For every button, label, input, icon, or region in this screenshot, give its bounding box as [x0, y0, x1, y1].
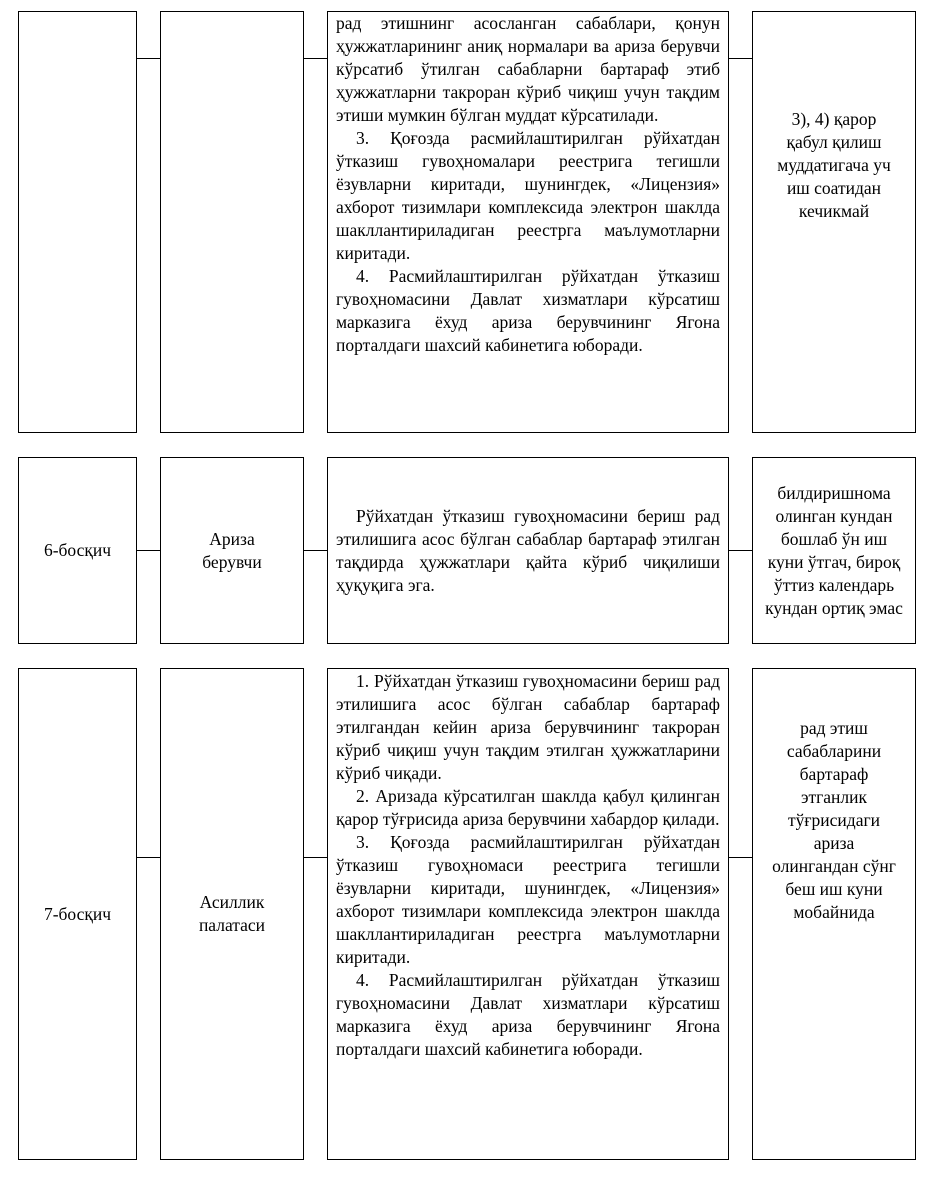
deadline-cell [752, 668, 916, 1160]
action-description-cell [327, 457, 729, 644]
connector-line [137, 58, 160, 59]
action-paragraph: 3. Қоғозда расмийлаштирилган рўйхатдан ўтказиш гувоҳномалари реестрига тегишли ёзувларни киритади, шунингдек, «Лицензия» ахборот тизимлари комплексида электрон шаклда шакллантириладиган реестрга маълумотларни киритади. [336, 128, 720, 263]
action-paragraph: 4. Расмийлаштирилган рўйхатдан ўтказиш гувоҳномасини Давлат хизматлари кўрсатиш марказига ёхуд ариза берувчининг Ягона порталдаги шахсий кабинетига юборади. [336, 266, 720, 355]
connector-line [137, 550, 160, 551]
step-cell [18, 668, 137, 1160]
step-cell [18, 457, 137, 644]
connector-line [729, 857, 752, 858]
deadline-cell [752, 11, 916, 433]
connector-line [729, 58, 752, 59]
actor-label: Асиллик палатаси [198, 892, 266, 935]
actor-cell [160, 668, 304, 1160]
step-cell [18, 11, 137, 433]
actor-cell [160, 457, 304, 644]
connector-line [304, 857, 327, 858]
action-paragraph: рад этишнинг асосланган сабаблари, қонун ҳужжатларининг аниқ нормалари ва ариза берувчи кўрсатиб ўтилган сабабларни бартараф этиб ҳужжатларни такроран кўриб чиқиш учун тақдим этиши мумкин бўлган муддат кўрсатилади. [336, 13, 720, 125]
connector-line [137, 857, 160, 858]
connector-line [304, 550, 327, 551]
action-description-cell [327, 668, 729, 1160]
deadline-text: 3), 4) қарор қабул қилиш муддатигача уч иш соатидан кечикмай [777, 109, 891, 221]
actor-label: Ариза берувчи [202, 528, 262, 572]
actor-cell [160, 11, 304, 433]
action-paragraph: 1. Рўйхатдан ўтказиш гувоҳномасини бериш рад этилишига асос бўлган сабаблар бартараф этилгандан кейин ариза берувчининг такроран кўриб чиқиш учун тақдим этилган ҳужжатларини кўриб чиқади. [336, 671, 720, 783]
step-label: 7-босқич [43, 903, 112, 924]
deadline-text: билдиришнома олинган кундан бошлаб ўн иш куни ўтгач, бироқ ўттиз календарь кундан ортиқ эмас [765, 482, 903, 618]
action-paragraph: 3. Қоғозда расмийлаштирилган рўйхатдан ўтказиш гувоҳномаси реестрига тегишли ёзувларни киритади, шунингдек, «Лицензия» ахборот тизимлари комплексида электрон шаклда шакллантириладиган реестрга маълумотларни киритади. [336, 832, 720, 967]
connector-line [729, 550, 752, 551]
action-paragraph: 4. Расмийлаштирилган рўйхатдан ўтказиш гувоҳномасини Давлат хизматлари кўрсатиш марказига ёхуд ариза берувчининг Ягона порталдаги шахсий кабинетига юборади. [336, 970, 720, 1059]
connector-line [304, 58, 327, 59]
action-description-cell [327, 11, 729, 433]
action-paragraph: Рўйхатдан ўтказиш гувоҳномасини бериш рад этилишига асос бўлган сабаблар бартараф этилган тақдирда ҳужжатлари қайта кўриб чиқилиши ҳуқуқига эга. [336, 505, 720, 595]
deadline-cell [752, 457, 916, 644]
deadline-text: рад этиш сабабларини бартараф этганлик тўғрисидаги ариза олингандан сўнг беш иш куни мобайнида [772, 718, 896, 922]
step-label: 6-босқич [43, 540, 112, 560]
action-paragraph: 2. Аризада кўрсатилган шаклда қабул қилинган қарор тўғрисида ариза берувчини хабардор қилади. [336, 786, 720, 829]
